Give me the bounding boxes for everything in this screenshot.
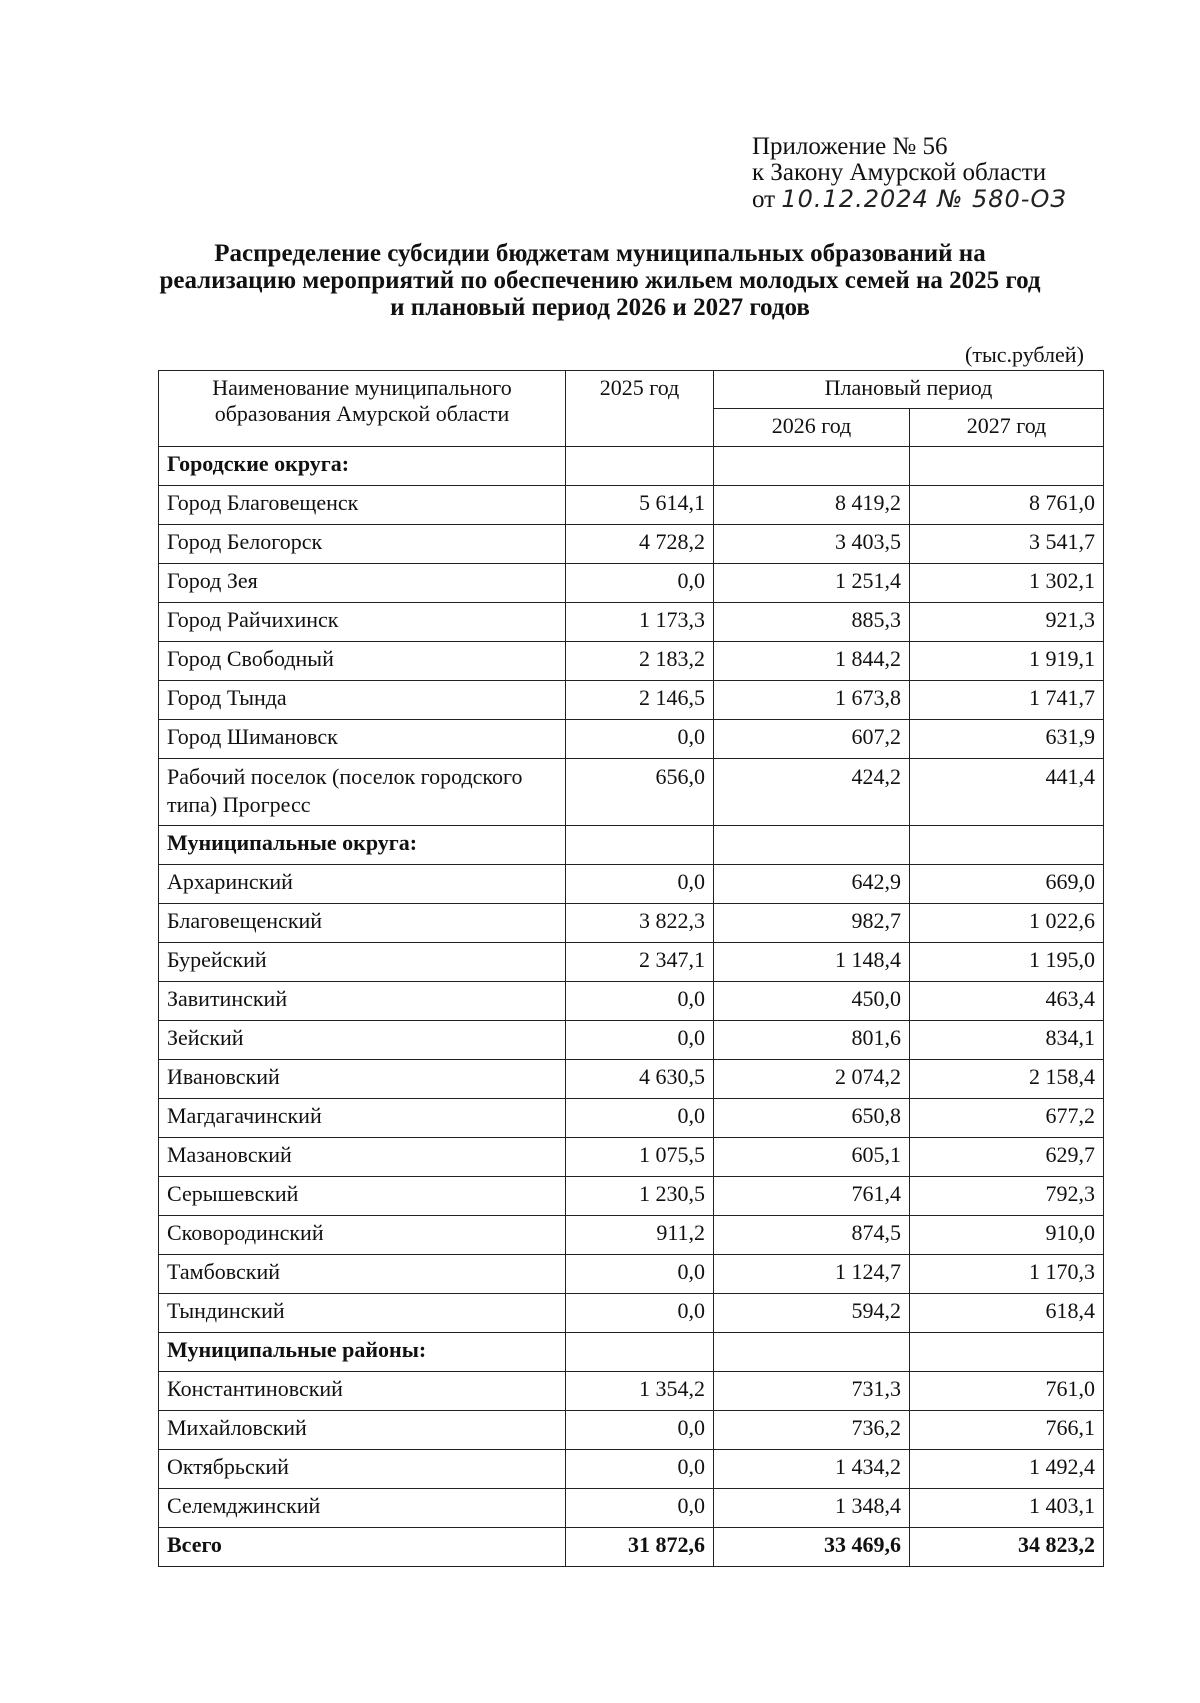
- table-row: [159, 1177, 1104, 1216]
- subsidy-table: [158, 370, 1104, 1567]
- header-name: Наименование муниципального образования Амурской области: [159, 371, 566, 447]
- value-2026: 2 074,2: [714, 1060, 910, 1099]
- table-row: [159, 1450, 1104, 1489]
- handwritten-date-number: 10.12.2024 № 580-ОЗ: [781, 185, 1067, 213]
- row-name: Рабочий поселок (поселок городского типа) Прогресс: [159, 759, 566, 826]
- value-2026: 731,3: [714, 1372, 910, 1411]
- value-2026: 650,8: [714, 1099, 910, 1138]
- value-2026: 1 348,4: [714, 1489, 910, 1528]
- value-2027: 677,2: [910, 1099, 1104, 1138]
- value-2027: 1 492,4: [910, 1450, 1104, 1489]
- value-2027: 910,0: [910, 1216, 1104, 1255]
- table-row: [159, 1060, 1104, 1099]
- row-name: Муниципальные районы:: [159, 1333, 566, 1372]
- table-row: [159, 1294, 1104, 1333]
- table-body: [159, 447, 1104, 1567]
- unit-label: (тыс.рублей): [965, 342, 1084, 367]
- value-2027: 834,1: [910, 1021, 1104, 1060]
- value-2025: [566, 447, 714, 486]
- row-name: Городские округа:: [159, 447, 566, 486]
- value-2026: 642,9: [714, 865, 910, 904]
- value-2026: 607,2: [714, 720, 910, 759]
- table-row: [159, 1489, 1104, 1528]
- annex-block: [752, 134, 1067, 213]
- row-name: Бурейский: [159, 943, 566, 982]
- row-name: Михайловский: [159, 1411, 566, 1450]
- table-row: [159, 525, 1104, 564]
- value-2027: 766,1: [910, 1411, 1104, 1450]
- row-name: Ивановский: [159, 1060, 566, 1099]
- value-2025: 2 347,1: [566, 943, 714, 982]
- value-2025: 1 230,5: [566, 1177, 714, 1216]
- row-name: Муниципальные округа:: [159, 826, 566, 865]
- value-2025: 0,0: [566, 1450, 714, 1489]
- value-2027: 1 919,1: [910, 642, 1104, 681]
- row-name: Тындинский: [159, 1294, 566, 1333]
- value-2027: 1 403,1: [910, 1489, 1104, 1528]
- table-row: [159, 603, 1104, 642]
- value-2025: 3 822,3: [566, 904, 714, 943]
- value-2026: 450,0: [714, 982, 910, 1021]
- table-row: [159, 904, 1104, 943]
- value-2027: 3 541,7: [910, 525, 1104, 564]
- value-2026: 605,1: [714, 1138, 910, 1177]
- value-2027: 761,0: [910, 1372, 1104, 1411]
- table-row: [159, 1411, 1104, 1450]
- value-2025: 0,0: [566, 1099, 714, 1138]
- value-2027: 1 302,1: [910, 564, 1104, 603]
- value-2025: 0,0: [566, 720, 714, 759]
- value-2026: [714, 826, 910, 865]
- value-2026: 1 148,4: [714, 943, 910, 982]
- value-2025: 0,0: [566, 982, 714, 1021]
- row-name: Город Благовещенск: [159, 486, 566, 525]
- table-row: [159, 826, 1104, 865]
- value-2027: 1 741,7: [910, 681, 1104, 720]
- value-2025: 0,0: [566, 1411, 714, 1450]
- value-2027: 2 158,4: [910, 1060, 1104, 1099]
- value-2026: [714, 1333, 910, 1372]
- value-2025: 911,2: [566, 1216, 714, 1255]
- row-name: Город Шимановск: [159, 720, 566, 759]
- header-2025: 2025 год: [566, 371, 714, 447]
- row-name: Город Свободный: [159, 642, 566, 681]
- row-name: Архаринский: [159, 865, 566, 904]
- row-name: Магдагачинский: [159, 1099, 566, 1138]
- table-row: [159, 1021, 1104, 1060]
- value-2027: 921,3: [910, 603, 1104, 642]
- table-row: [159, 447, 1104, 486]
- value-2026: 801,6: [714, 1021, 910, 1060]
- value-2026: 1 844,2: [714, 642, 910, 681]
- value-2025: 2 183,2: [566, 642, 714, 681]
- table-row: [159, 1372, 1104, 1411]
- value-2025: 1 354,2: [566, 1372, 714, 1411]
- table-row: [159, 759, 1104, 826]
- value-2026: 761,4: [714, 1177, 910, 1216]
- header-planned-period: Плановый период: [714, 371, 1104, 409]
- value-2026: 1 124,7: [714, 1255, 910, 1294]
- row-name: Тамбовский: [159, 1255, 566, 1294]
- value-2025: 0,0: [566, 564, 714, 603]
- value-2025: 31 872,6: [566, 1528, 714, 1567]
- table-row: [159, 943, 1104, 982]
- row-name: Благовещенский: [159, 904, 566, 943]
- row-name: Константиновский: [159, 1372, 566, 1411]
- table-row: [159, 865, 1104, 904]
- row-name: Селемджинский: [159, 1489, 566, 1528]
- table-row: [159, 1216, 1104, 1255]
- table-row: [159, 1138, 1104, 1177]
- value-2026: 3 403,5: [714, 525, 910, 564]
- value-2027: 441,4: [910, 759, 1104, 826]
- row-name: Серышевский: [159, 1177, 566, 1216]
- value-2025: 0,0: [566, 1021, 714, 1060]
- document-title: Распределение субсидии бюджетам муниципальных образований на реализацию мероприятий по обеспечению жильем молодых семей на 2025 год и плановый период 2026 и 2027 годов: [159, 240, 1041, 321]
- row-name: Город Райчихинск: [159, 603, 566, 642]
- value-2027: 1 170,3: [910, 1255, 1104, 1294]
- value-2027: 631,9: [910, 720, 1104, 759]
- value-2025: 0,0: [566, 1489, 714, 1528]
- value-2026: 736,2: [714, 1411, 910, 1450]
- value-2026: 1 434,2: [714, 1450, 910, 1489]
- value-2025: [566, 826, 714, 865]
- value-2025: 0,0: [566, 865, 714, 904]
- value-2027: 1 195,0: [910, 943, 1104, 982]
- value-2026: 885,3: [714, 603, 910, 642]
- value-2027: [910, 826, 1104, 865]
- value-2026: 1 251,4: [714, 564, 910, 603]
- table-row: [159, 642, 1104, 681]
- value-2027: 669,0: [910, 865, 1104, 904]
- table-row: [159, 1528, 1104, 1567]
- row-name: Завитинский: [159, 982, 566, 1021]
- table-row: [159, 1333, 1104, 1372]
- row-name: Сковородинский: [159, 1216, 566, 1255]
- value-2026: 424,2: [714, 759, 910, 826]
- value-2025: 4 728,2: [566, 525, 714, 564]
- row-name: Октябрьский: [159, 1450, 566, 1489]
- value-2026: [714, 447, 910, 486]
- value-2025: 2 146,5: [566, 681, 714, 720]
- value-2025: 656,0: [566, 759, 714, 826]
- value-2026: 33 469,6: [714, 1528, 910, 1567]
- table-row: [159, 720, 1104, 759]
- row-name: Всего: [159, 1528, 566, 1567]
- value-2027: [910, 1333, 1104, 1372]
- value-2027: 463,4: [910, 982, 1104, 1021]
- value-2027: [910, 447, 1104, 486]
- value-2027: 34 823,2: [910, 1528, 1104, 1567]
- value-2026: 8 419,2: [714, 486, 910, 525]
- row-name: Город Зея: [159, 564, 566, 603]
- value-2027: 1 022,6: [910, 904, 1104, 943]
- value-2027: 618,4: [910, 1294, 1104, 1333]
- row-name: Город Белогорск: [159, 525, 566, 564]
- value-2027: 792,3: [910, 1177, 1104, 1216]
- table-row: [159, 564, 1104, 603]
- annex-line-1: Приложение № 56: [752, 133, 948, 160]
- value-2026: 1 673,8: [714, 681, 910, 720]
- table-row: [159, 681, 1104, 720]
- value-2027: 8 761,0: [910, 486, 1104, 525]
- value-2027: 629,7: [910, 1138, 1104, 1177]
- value-2025: 4 630,5: [566, 1060, 714, 1099]
- row-name: Зейский: [159, 1021, 566, 1060]
- table-row: [159, 982, 1104, 1021]
- row-name: Город Тында: [159, 681, 566, 720]
- table-row: [159, 486, 1104, 525]
- header-2027: 2027 год: [910, 409, 1104, 447]
- value-2026: 874,5: [714, 1216, 910, 1255]
- table-row: [159, 1255, 1104, 1294]
- annex-line-3: [752, 186, 1067, 213]
- value-2026: 982,7: [714, 904, 910, 943]
- value-2025: 0,0: [566, 1294, 714, 1333]
- annex-date-prefix: от: [752, 186, 776, 213]
- value-2025: 1 173,3: [566, 603, 714, 642]
- value-2025: [566, 1333, 714, 1372]
- value-2025: 1 075,5: [566, 1138, 714, 1177]
- value-2025: 5 614,1: [566, 486, 714, 525]
- table-row: [159, 1099, 1104, 1138]
- value-2026: 594,2: [714, 1294, 910, 1333]
- header-2026: 2026 год: [714, 409, 910, 447]
- row-name: Мазановский: [159, 1138, 566, 1177]
- value-2025: 0,0: [566, 1255, 714, 1294]
- annex-line-2: к Закону Амурской области: [752, 159, 1047, 186]
